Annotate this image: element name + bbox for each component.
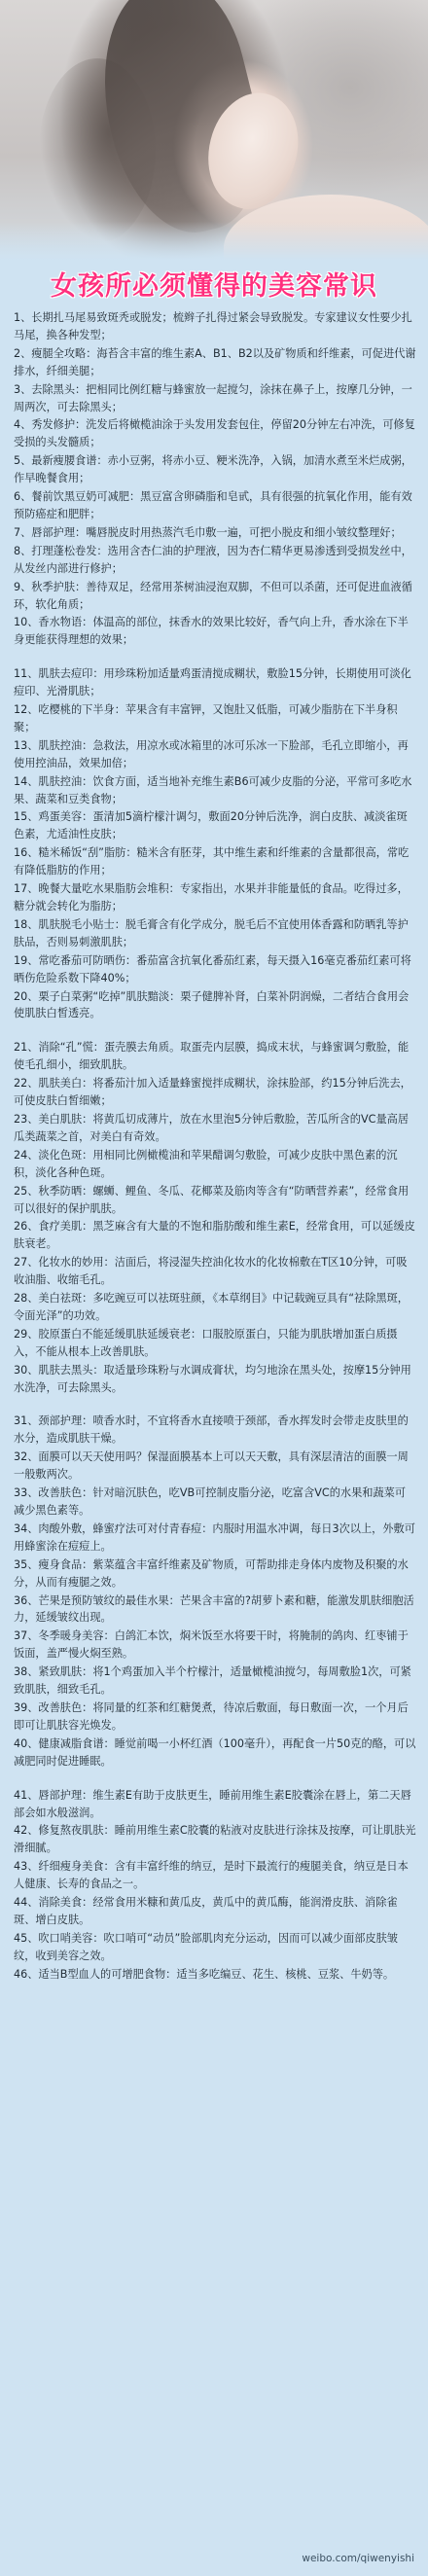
tips-list (14, 309, 416, 1985)
tip-item: 46、适当B型血人的可增肥食物：适当多吃编豆、花生、核桃、豆浆、牛奶等。 (14, 1967, 395, 1981)
tip-item: 13、肌肤控油：急救法，用凉水或冰箱里的冰可乐冰一下脸部，毛孔立即缩小，再使用控油品，效果加倍； (14, 738, 409, 769)
tip-item: 12、吃樱桃的下半身：苹果含有丰富钾，又饱肚又低脂，可减少脂肪在下半身积聚； (14, 703, 398, 733)
tip-item: 45、吹口哨美容：吹口哨可“动员”脸部肌肉充分运动，因而可以减少面部皮肤皱纹，收到美容之效。 (14, 1931, 399, 1962)
tip-item: 7、唇部护理：嘴唇脱皮时用热蒸汽毛巾敷一遍，可把小脱皮和细小皱纹整理好； (14, 525, 402, 539)
hero-photo (0, 0, 428, 261)
tip-item: 28、美白祛斑：多吃豌豆可以祛斑驻颜，《本草纲目》中记载豌豆具有“祛除黑斑，令面光泽”的功效。 (14, 1292, 409, 1322)
hero-fade (0, 222, 428, 261)
tip-item: 4、秀发修护：洗发后将橄榄油涂于头发用发套包住，停留20分钟左右冲洗，可修复受损的头发髓质； (14, 418, 415, 449)
tip-item: 35、瘦身食品：紫菜蕴含丰富纤维素及矿物质，可帮助排走身体内废物及积聚的水分，从而有瘦腿之效。 (14, 1557, 409, 1589)
tip-item: 11、肌肤去痘印：用珍珠粉加适量鸡蛋清搅成糊状，敷脸15分钟，长期使用可淡化痘印、光滑肌肤； (14, 667, 411, 698)
tip-item: 20、栗子白菜粥“吃掉”肌肤黯淡：栗子健脾补肾，白菜补阴润燥，二者结合食用会使肌肤白皙透亮。 (14, 989, 410, 1020)
tip-item: 14、肌肤控油：饮食方面，适当地补充维生素B6可减少皮脂的分泌，平常可多吃水果、蔬菜和豆类食物； (14, 774, 412, 805)
tip-item: 34、肉酸外敷，蜂蜜疗法可对付青春痘：内服时用温水冲调，每日3次以上，外敷可用蜂蜜涂在痘痘上。 (14, 1521, 415, 1553)
watermark: weibo.com/qiwenyishi (302, 2553, 414, 2564)
tip-item: 16、糙米稀饭“刮”脂肪：糙米含有胚芽，其中维生素和纤维素的含量都很高，常吃有降低脂肪的作用； (14, 846, 410, 877)
tip-item: 25、秋季防晒：螺蛳、鲤鱼、冬瓜、花椰菜及筋肉等含有“防晒营养素”，经常食用可以很好的保护肌肤。 (14, 1184, 410, 1215)
tip-item: 8、打理蓬松卷发：选用含杏仁油的护理液，因为杏仁精华更易渗透到受损发丝中，从发丝内部进行修护； (14, 544, 412, 575)
tip-item: 9、秋季护肤：善待双足，经常用茶树油浸泡双脚，不但可以杀菌，还可促进血液循环，软化角质； (14, 580, 412, 611)
tip-item: 29、胶原蛋白不能延缓肌肤延缓衰老：口服胶原蛋白，只能为肌肤增加蛋白质摄入，不能从根本上改善肌肤。 (14, 1327, 398, 1358)
tip-item: 44、消除美食：经常食用米糠和黄瓜皮，黄瓜中的黄瓜酶，能润滑皮肤、消除雀斑、增白皮肤。 (14, 1896, 398, 1926)
tip-item: 1、长期扎马尾易致斑秃或脱发；梳辫子扎得过紧会导致脱发。专家建议女性要少扎马尾，换各种发型； (14, 311, 412, 341)
tip-item: 19、常吃番茄可防晒伤：番茄富含抗氧化番茄红素，每天摄入16毫克番茄红素可将晒伤危险系数下降40%； (14, 953, 411, 984)
tip-item: 38、紧致肌肤：将1个鸡蛋加入半个柠檬汁，适量橄榄油搅匀，每周敷脸1次，可紧致肌肤，细致毛孔。 (14, 1665, 411, 1697)
tip-item: 33、改善肤色：针对暗沉肤色，吃VB可控制皮脂分泌，吃富含VC的水果和蔬菜可减少黑色素等。 (14, 1486, 407, 1517)
tip-item: 17、晚餐大量吃水果脂肪会堆积：专家指出，水果并非能量低的食品。吃得过多，糖分就会转化为脂肪； (14, 882, 409, 912)
tip-item: 21、消除“孔”慌：蛋壳膜去角质。取蛋壳内层膜，捣成末状，与蜂蜜调匀敷脸，能使毛孔细小，细致肌肤。 (14, 1041, 410, 1072)
tip-item: 31、颈部护理：喷香水时，不宜将香水直接喷于颈部，香水挥发时会带走皮肤里的水分，造成肌肤干燥。 (14, 1414, 409, 1446)
tip-item: 36、芒果是预防皱纹的最佳水果：芒果含丰富的?胡萝卜素和糖，能激发肌肤细胞活力，延缓皱纹出现。 (14, 1593, 414, 1625)
tip-item: 2、瘦腿全攻略：海苔含丰富的维生素A、B1、B2以及矿物质和纤维素，可促进代谢排水，纤细美腿； (14, 346, 416, 377)
tip-item: 6、餐前饮黑豆奶可减肥：黑豆富含卵磷脂和皂甙，具有很强的抗氧化作用，能有效预防癌症和肥胖； (14, 490, 412, 520)
tip-item: 10、香水物语：体温高的部位，抹香水的效果比较好，香气向上升，香水涂在下半身更能获得理想的效果； (14, 616, 409, 647)
page-title: 女孩所必须懂得的美容常识 (51, 271, 377, 302)
tip-item: 15、鸡蛋美容：蛋清加5滴柠檬汁调匀，敷面20分钟后洗净，润白皮肤、减淡雀斑色素，尤适油性皮肤； (14, 810, 408, 841)
tip-item: 30、肌肤去黑头：取适量珍珠粉与水调成膏状，均匀地涂在黑头处，按摩15分钟用水洗净，可去除黑头。 (14, 1363, 411, 1394)
tip-item: 37、冬季暖身美容：白鸽汇本饮，焖米饭至水将要干时，将腌制的鸽肉、红枣铺于饭面，盖严慢火焖至熟。 (14, 1629, 409, 1661)
tip-item: 39、改善肤色：将同量的红茶和红糖煲煮，待凉后敷面，每日敷面一次，一个月后即可让肌肤容光焕发。 (14, 1700, 409, 1732)
tip-item: 27、化妆水的妙用：洁面后，将浸湿失控油化妆水的化妆棉敷在T区10分钟，可吸收油脂、收缩毛孔。 (14, 1256, 408, 1287)
tip-item: 24、淡化色斑：用相同比例橄榄油和苹果醋调匀敷脸，可减少皮肤中黑色素的沉积，淡化各种色斑。 (14, 1148, 398, 1179)
tip-item: 22、肌肤美白：将番茄汁加入适量蜂蜜搅拌成糊状，涂抹脸部，约15分钟后洗去，可使皮肤白皙细嫩； (14, 1077, 411, 1108)
tip-item: 18、肌肤脱毛小贴士：脱毛膏含有化学成分，脱毛后不宜使用体香露和防晒乳等护肤品，否则易刺激肌肤； (14, 917, 409, 948)
tip-item: 41、唇部护理：维生素E有助于皮肤更生，睡前用维生素E胶囊涂在唇上，第二天唇部会如水般滋润。 (14, 1788, 411, 1819)
tip-item: 23、美白肌肤：将黄瓜切成薄片，放在水里泡5分钟后敷脸，苦瓜所含的VC量高居瓜类蔬菜之首，对美白有奇效。 (14, 1112, 410, 1143)
tip-item: 40、健康减脂食谱：睡觉前喝一小杯红酒（100毫升），再配食一片50克的酪，可以减肥同时促进睡眠。 (14, 1736, 416, 1768)
tip-item: 32、面膜可以天天使用吗？保湿面膜基本上可以天天敷，具有深层清洁的面膜一周一般敷两次。 (14, 1450, 409, 1482)
tip-item: 43、纤细瘦身美食：含有丰富纤维的纳豆，是时下最流行的瘦腿美食，纳豆是日本人健康、长寿的食品之一。 (14, 1860, 409, 1891)
tip-item: 26、食疗美肌：黑芝麻含有大量的不饱和脂肪酸和维生素E，经常食用，可以延缓皮肤衰老。 (14, 1220, 415, 1251)
tip-item: 42、修复熬夜肌肤：睡前用维生素C胶囊的粘液对皮肤进行涂抹及按摩，可让肌肤光滑细腻。 (14, 1824, 416, 1855)
tip-item: 5、最新瘦腰食谱：赤小豆粥，将赤小豆、粳米洗净，入锅，加清水煮至米烂成粥，作早晚餐食用； (14, 454, 412, 485)
tip-item: 3、去除黑头：把相同比例红糖与蜂蜜放一起搅匀，涂抹在鼻子上，按摩几分钟，一周两次，可去除黑头； (14, 382, 412, 413)
